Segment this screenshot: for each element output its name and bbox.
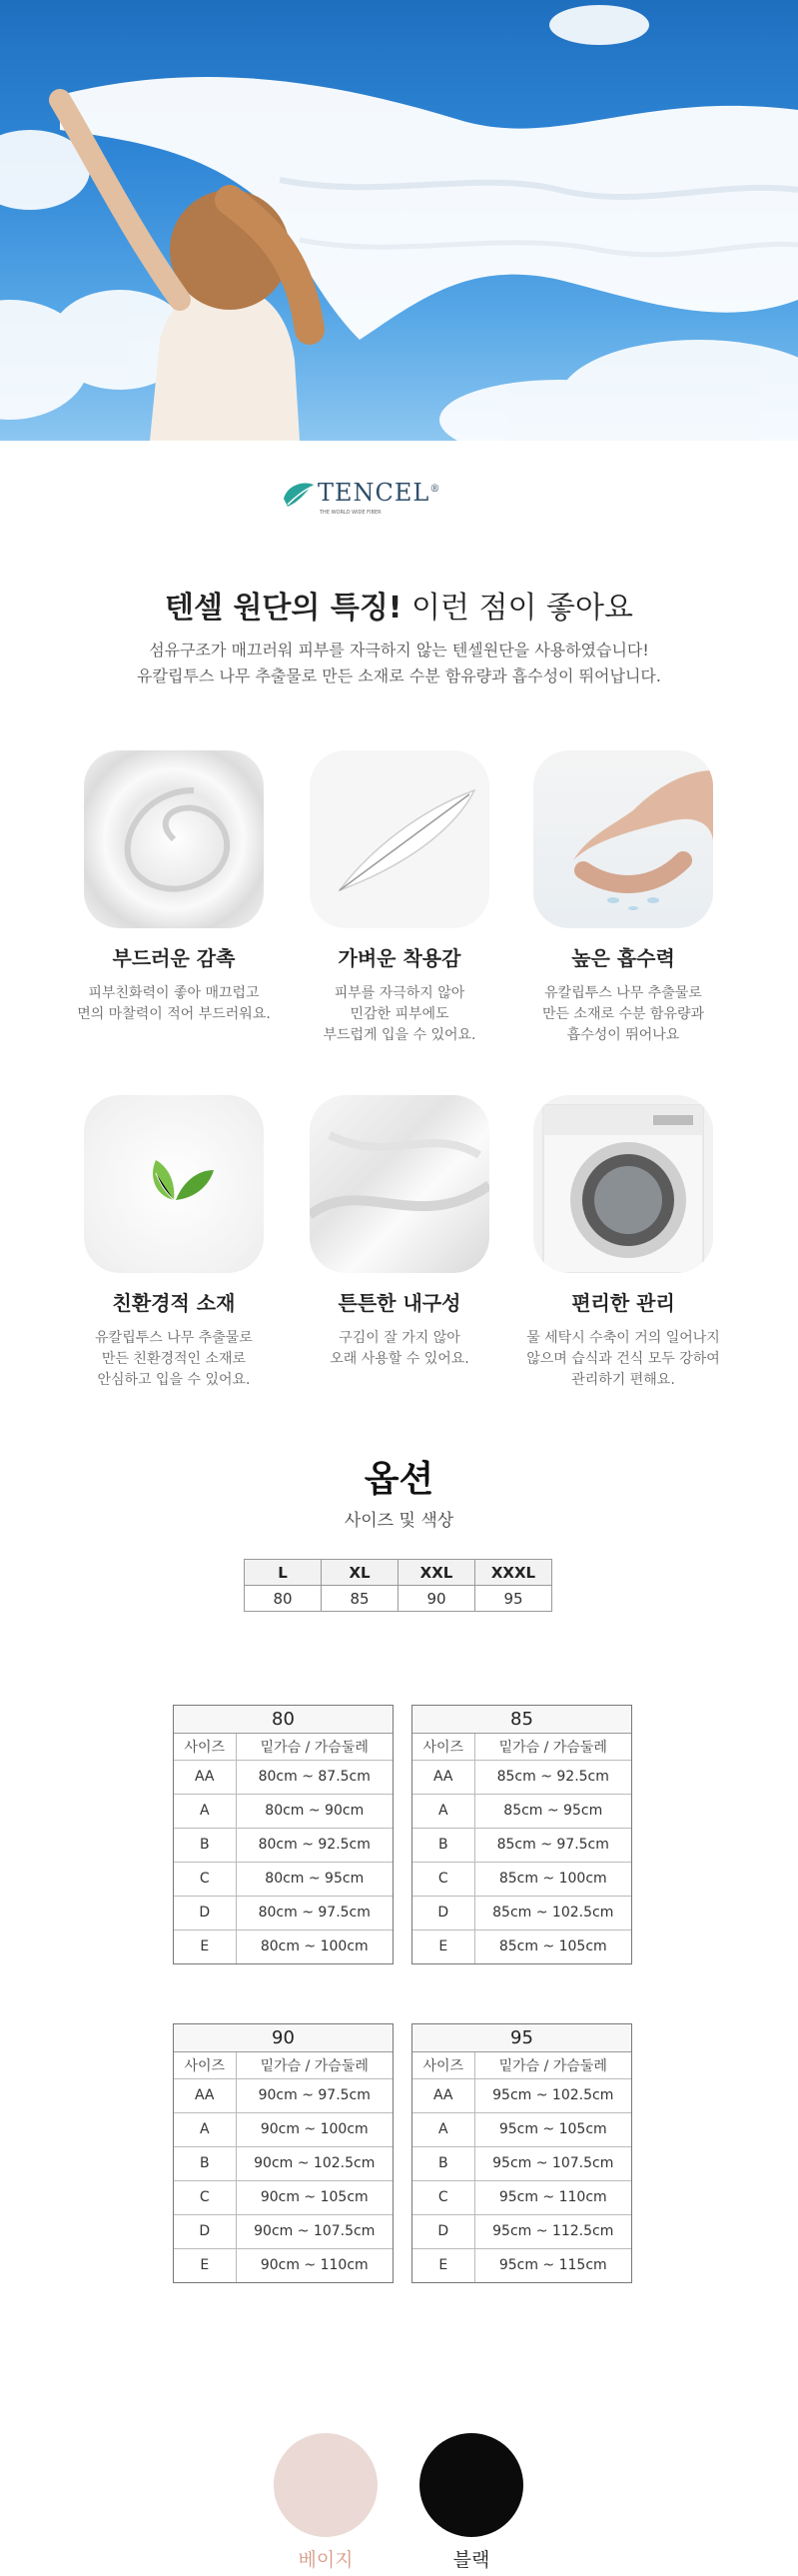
table-row [174, 1930, 393, 1963]
feature-title: 튼튼한 내구성 [338, 1291, 461, 1315]
color-label-beige: 베이지 [298, 2549, 354, 2571]
feature-title: 가벼운 착용감 [338, 946, 461, 970]
cup-size-cell: C [412, 1862, 474, 1896]
table-row [412, 2146, 631, 2180]
measurement-cell: 90cm ~ 110cm [260, 2257, 369, 2274]
cup-table-title: 80 [174, 1706, 393, 1734]
measurement-cell: 80cm ~ 100cm [260, 1938, 369, 1955]
cup-table-title: 95 [412, 2024, 631, 2052]
leaf-logo-icon [282, 479, 316, 513]
table-row [174, 1828, 393, 1862]
measurement-cell: 90cm ~ 100cm [236, 2112, 393, 2146]
measurement-cell: 95cm ~ 105cm [474, 2112, 631, 2146]
features-headline [0, 583, 798, 627]
silk-fabric-icon [84, 750, 264, 928]
measurement-cell: 90cm ~ 102.5cm [236, 2146, 393, 2180]
table-header-row [174, 1734, 393, 1760]
measurement-cell: 95cm ~ 107.5cm [474, 2146, 631, 2180]
feature-eco-friendly [74, 1095, 274, 1391]
measurement-cell: 95cm ~ 112.5cm [474, 2214, 631, 2248]
cup-size-cell: A [174, 2112, 236, 2146]
table-row [174, 2248, 393, 2282]
table-header-cell: 밑가슴 / 가슴둘레 [474, 2052, 631, 2078]
table-row [412, 2248, 631, 2282]
table-row [412, 2214, 631, 2248]
measurement-cell: 80cm ~ 92.5cm [236, 1828, 393, 1862]
table-row [412, 1828, 631, 1862]
brand-tagline: THE WORLD WIDE FIBER [320, 510, 382, 516]
measurement-cell: 85cm ~ 95cm [474, 1794, 631, 1828]
measurement-cell: 85cm ~ 102.5cm [474, 1896, 631, 1930]
tencel-logo [282, 477, 521, 527]
table-row [412, 1930, 631, 1963]
table-header-row [174, 2052, 393, 2078]
table-row [174, 2146, 393, 2180]
feature-desc: 물 세탁시 수축이 거의 일어나지 [526, 1330, 720, 1346]
feature-durability [300, 1095, 499, 1370]
table-cell: 85 [322, 1586, 399, 1612]
feature-desc: 면의 마찰력이 적어 부드러워요. [77, 1006, 271, 1022]
table-row [412, 2180, 631, 2214]
table-header-row [245, 1560, 552, 1586]
feature-desc: 피부친화력이 좋아 매끄럽고 [88, 985, 260, 1001]
table-row [174, 1896, 393, 1930]
measurement-cell: 80cm ~ 87.5cm [236, 1760, 393, 1794]
headline-rest: 이런 점이 좋아요 [401, 591, 633, 626]
options-subtitle: 사이즈 및 색상 [344, 1511, 454, 1531]
table-header-cell: 밑가슴 / 가슴둘레 [236, 2052, 393, 2078]
cup-size-cell: AA [174, 1760, 236, 1794]
table-header-cell: 사이즈 [174, 2052, 236, 2078]
measurement-cell: 95cm ~ 110cm [474, 2180, 631, 2214]
cup-size-table-90 [173, 2023, 394, 2283]
cup-size-cell: AA [412, 2078, 474, 2112]
cup-size-cell: B [412, 2146, 474, 2180]
feature-title: 부드러운 감촉 [112, 946, 236, 970]
color-label-black: 블랙 [452, 2549, 490, 2571]
feature-desc: 만든 소재로 수분 함유량과 [541, 1006, 705, 1022]
cup-size-cell: D [174, 1896, 236, 1930]
measurement-cell: 90cm ~ 105cm [236, 2180, 393, 2214]
fabric-icon [310, 1095, 489, 1273]
table-row [174, 2180, 393, 2214]
feature-absorbency [523, 750, 723, 1046]
cup-size-cell: B [174, 1828, 236, 1862]
feature-desc: 부드럽게 입을 수 있어요. [323, 1027, 476, 1043]
table-row [412, 1794, 631, 1828]
measurement-cell: 90cm ~ 97.5cm [236, 2078, 393, 2112]
color-swatch-black[interactable] [419, 2433, 523, 2537]
feature-desc: 관리하기 편해요. [571, 1372, 675, 1388]
measurement-cell: 85cm ~ 92.5cm [474, 1760, 631, 1794]
table-row [174, 1794, 393, 1828]
table-header-cell: 밑가슴 / 가슴둘레 [474, 1734, 631, 1760]
table-row [174, 1862, 393, 1896]
cup-size-cell: AA [412, 1760, 474, 1794]
cup-table-title: 90 [174, 2024, 393, 2052]
band-size-table [244, 1559, 552, 1612]
table-row [174, 2078, 393, 2112]
cup-size-cell: C [174, 2180, 236, 2214]
description-line-2: 유칼립투스 나무 추출물로 만든 소재로 수분 함유량과 흡수성이 뛰어납니다. [137, 666, 661, 685]
cup-size-cell: C [174, 1862, 236, 1896]
table-row [245, 1586, 552, 1612]
cup-size-cell: AA [174, 2078, 236, 2112]
table-row [412, 1760, 631, 1794]
hero-image [0, 0, 798, 441]
table-row [412, 1896, 631, 1930]
cup-size-cell: B [412, 1828, 474, 1862]
feature-desc: 만든 친환경적인 소재로 [101, 1351, 247, 1367]
feature-desc: 유칼립투스 나무 추출물로 [544, 985, 702, 1001]
cup-size-table-95 [411, 2023, 632, 2283]
color-swatch-beige[interactable] [274, 2433, 378, 2537]
measurement-cell: 80cm ~ 90cm [236, 1794, 393, 1828]
measurement-cell: 85cm ~ 97.5cm [474, 1828, 631, 1862]
cup-size-table-85 [411, 1705, 632, 1964]
feature-desc: 오래 사용할 수 있어요. [330, 1351, 469, 1367]
table-header-cell: 밑가슴 / 가슴둘레 [236, 1734, 393, 1760]
table-row [174, 2112, 393, 2146]
cup-size-cell: E [174, 2248, 236, 2282]
measurement-cell: 80cm ~ 95cm [236, 1862, 393, 1896]
cup-size-cell: E [412, 2248, 474, 2282]
feature-desc: 안심하고 입을 수 있어요. [97, 1372, 251, 1388]
feature-title: 편리한 관리 [571, 1291, 675, 1315]
cup-size-cell: E [174, 1930, 236, 1963]
description-line-1: 섬유구조가 매끄러워 피부를 자극하지 않는 텐셀원단을 사용하였습니다! [149, 641, 649, 659]
feature-title: 높은 흡수력 [571, 946, 675, 970]
cup-size-cell: D [174, 2214, 236, 2248]
cup-size-cell: A [412, 2112, 474, 2146]
cup-size-cell: D [412, 2214, 474, 2248]
table-header-cell: 사이즈 [412, 2052, 474, 2078]
cup-size-table-80 [173, 1705, 394, 1964]
table-header-cell: XL [322, 1560, 399, 1586]
table-header-cell: XXL [399, 1560, 475, 1586]
feature-desc: 민감한 피부에도 [350, 1006, 449, 1022]
brand-name: TENCEL® [318, 479, 441, 507]
cup-size-cell: A [174, 1794, 236, 1828]
feature-desc: 구김이 잘 가지 않아 [339, 1330, 460, 1346]
feature-easy-care [523, 1095, 723, 1391]
measurement-cell: 85cm ~ 100cm [474, 1862, 631, 1896]
washing-machine-icon [533, 1095, 713, 1273]
table-header-row [412, 2052, 631, 2078]
measurement-cell: 85cm ~ 105cm [498, 1938, 607, 1955]
feature-soft-touch [74, 750, 274, 1025]
feature-desc: 않으며 습식과 건식 모두 강하여 [526, 1351, 720, 1367]
table-cell: 95 [475, 1586, 552, 1612]
cup-table-title: 85 [412, 1706, 631, 1734]
table-header-cell: XXXL [475, 1560, 552, 1586]
options-title: 옵션 [364, 1459, 434, 1500]
feature-title: 친환경적 소재 [112, 1291, 236, 1315]
water-hands-icon [533, 750, 713, 928]
table-row [412, 1862, 631, 1896]
table-header-cell: 사이즈 [412, 1734, 474, 1760]
cup-size-cell: A [412, 1794, 474, 1828]
table-row [412, 2078, 631, 2112]
feather-icon [310, 750, 489, 928]
cup-size-cell: D [412, 1896, 474, 1930]
leaf-icon [84, 1095, 264, 1273]
cup-size-cell: E [412, 1930, 474, 1963]
feature-desc: 흡수성이 뛰어나요 [566, 1027, 680, 1043]
table-header-cell: 사이즈 [174, 1734, 236, 1760]
table-header-cell: L [245, 1560, 322, 1586]
cup-size-cell: C [412, 2180, 474, 2214]
feature-desc: 유칼립투스 나무 추출물로 [95, 1330, 253, 1346]
table-row [412, 2112, 631, 2146]
table-cell: 90 [399, 1586, 475, 1612]
measurement-cell: 95cm ~ 102.5cm [474, 2078, 631, 2112]
table-cell: 80 [245, 1586, 322, 1612]
table-row [174, 2214, 393, 2248]
headline-bold: 텐셀 원단의 특징! [165, 591, 402, 626]
feature-light-fit [300, 750, 499, 1046]
cup-size-cell: B [174, 2146, 236, 2180]
measurement-cell: 90cm ~ 107.5cm [236, 2214, 393, 2248]
measurement-cell: 95cm ~ 115cm [498, 2257, 607, 2274]
feature-desc: 피부를 자극하지 않아 [334, 985, 465, 1001]
measurement-cell: 80cm ~ 97.5cm [236, 1896, 393, 1930]
table-header-row [412, 1734, 631, 1760]
table-row [174, 1760, 393, 1794]
